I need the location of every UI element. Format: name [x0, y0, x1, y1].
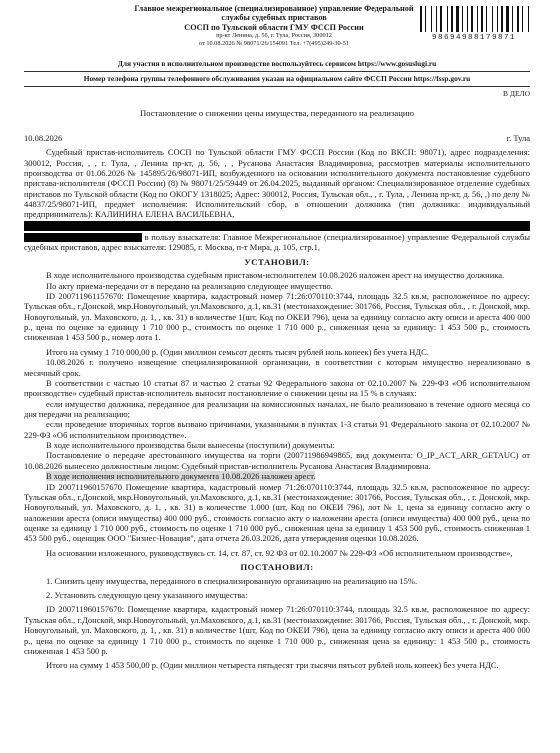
- intro-end-paragraph: в пользу взыскателя: Главное Межрегиональное (специализированное) управление Федеральной службы судебных приставов, адрес взыскателя: 129085, г. Москва, п-т Мира, д. 105, стр.1,: [24, 231, 530, 253]
- barcode-bar: [423, 6, 424, 32]
- barcode-bar: [520, 6, 521, 32]
- barcode-bar: [462, 6, 463, 32]
- barcode-bar: [420, 6, 422, 32]
- barcode-bar: [481, 6, 483, 32]
- vdelo-mark: В ДЕЛО: [503, 89, 530, 99]
- barcode-number: 98694988179871: [431, 34, 516, 42]
- barcode-bar: [425, 6, 426, 32]
- document-header: [24, 4, 530, 58]
- barcode: [420, 6, 530, 32]
- date-line: [24, 133, 530, 143]
- barcode-bar: [454, 6, 455, 32]
- barcode-bar: [528, 6, 529, 32]
- paragraph-property: ID 200711961157670: Помещение квартира, кадастровый номер 71:26:070110:3744, площадь 32.5 кв.м, расположенное по адресу: Тульская обл., г.Донской, мкр.Новоугольный, ул.Маховского, д.1, кв.31 (местонахождение: 301766, Россия, Тульская обл., , г. Донской, мкр. Новоугольный, ул. Маховского, д. 1, , кв. 31) в количестве 1(шт, Код по ОКЕИ 796), цена за единицу согласно акту описи и ареста 400 000 р., цена по оценке за единицу 1 710 000 р., стоимость по оценке 1 710 000 р., сниженная цена за единицу: 1 453 500 р., стоимость сниженная 1 453 500 р., номер лота 1.: [24, 291, 530, 343]
- barcode-bar: [433, 6, 435, 32]
- barcode-bar: [486, 6, 487, 32]
- barcode-bar: [449, 6, 450, 32]
- barcode-bar: [488, 6, 491, 32]
- paragraph-case-1: если имущество должника, переданное для реализации на комиссионных началах, не было реализовано в течение одного месяца со дня передачи на реализацию;: [24, 398, 530, 419]
- org-address: пр-кт Ленина, д. 56, г. Тула, Россия, 300012 от 10.08.2026 № 98071/26/154091 Тел. +7(495)249-30-51: [198, 32, 350, 47]
- resolution-item-1: 1. Снизить цену имущества, переданного в специализированную организацию на реализацию на 15%.: [46, 575, 418, 586]
- barcode-bar: [484, 6, 485, 32]
- barcode-bar: [427, 6, 430, 32]
- gosuslugi-notice: Для участия в исполнительном производстве воспользуйтесь сервисом https://www.gosuslugi.ru: [117, 59, 437, 68]
- paragraph-total: Итого на сумму 1 710 000,00 р. (Один миллион семьсот десять тысяч рублей ноль копеек) без учета НДС.: [46, 346, 429, 357]
- barcode-bar: [456, 6, 459, 32]
- resolution-item-2: 2. Установить следующую цену указанного имущества:: [46, 590, 248, 601]
- paragraph-arrest-applied: В ходе исполнения исполнительного документа 10.08.2026 наложен арест.: [46, 471, 316, 482]
- paragraph-documents: В ходе исполнительного производства были вынесены (поступили) документы:: [46, 440, 335, 451]
- barcode-bar: [460, 6, 461, 32]
- barcode-bar: [467, 6, 468, 32]
- barcode-bar: [440, 6, 442, 32]
- barcode-bar: [506, 6, 509, 32]
- barcode-bar: [479, 6, 480, 32]
- phone-notice: Номер телефона группы телефонного обслуживания указан на официальном сайте ФССП России https://fssp.gov.ru: [83, 74, 471, 84]
- paragraph-law: В соответствии с частью 10 статьи 87 и частью 2 статьи 92 Федерального закона от 02.10.2007 № 229-ФЗ «Об исполнительном производстве» судебный пристав-исполнитель выносит постановление о снижении цены на 15 % в случаях:: [24, 377, 530, 399]
- barcode-bar: [510, 6, 511, 32]
- redaction-bar-inline: [24, 233, 142, 242]
- barcode-bar: [499, 6, 500, 32]
- barcode-bar: [501, 6, 503, 32]
- barcode-bar: [497, 6, 498, 32]
- barcode-bar: [464, 6, 466, 32]
- paragraph-notice: 10.08.2026 г. получено извещение специализированной организации, в соответствии с которым имущество нереализовано в месячный срок.: [24, 357, 530, 378]
- barcode-bar: [438, 6, 439, 32]
- heading-resolved: ПОСТАНОВИЛ:: [240, 562, 314, 573]
- barcode-bar: [514, 6, 516, 32]
- redaction-bar: [24, 221, 530, 231]
- barcode-bar: [512, 6, 513, 32]
- barcode-bar: [471, 6, 474, 32]
- paragraph-arrest: В ходе исполнительного производства судебным приставом-исполнителем 10.08.2026 наложен арест на имущество должника.: [46, 270, 505, 281]
- barcode-bar: [469, 6, 470, 32]
- barcode-bar: [477, 6, 478, 32]
- resolution-total: Итого на сумму 1 453 500,00 р. (Один миллион четыреста пятьдесят три тысячи пятьсот рублей ноль копеек) без учета НДС.: [46, 660, 499, 671]
- document-city: г. Тула: [506, 132, 530, 143]
- barcode-bar: [436, 6, 437, 32]
- barcode-bar: [492, 6, 493, 32]
- paragraph-property-detail: ID 200711960157670 Помещение квартира, кадастровый номер 71:26:070110:3744, площадь 32.5 кв.м, расположенное по адресу: Тульская обл., г.Донской, мкр.Новоугольный, ул.Маховского, д.1, кв.31 (местонахождение: 301766, Россия, Тульская обл., , г. Донской, мкр. Новоугольный, ул. Маховского, д. 1, , кв. 31) в количестве 1.000 (шт, Код по ОКЕИ 796), лот № 1, цена за единицу согласно акту о наложении ареста (описи имущества) 400 000 руб., стоимость согласно акту о наложении ареста (описи имущества) 400 000 руб., цена по оценке за единицу 1 710 000 руб., стоимость по оценке 1 710 000 руб., сниженная цена за единицу 1 453 500 руб., стоимость сниженная 1 453 500 руб., оценщик ООО "Бизнес-Новация", дата отчета 26.03.2026, дата утверждения оценки 10.08.2026.: [24, 481, 530, 544]
- barcode-bar: [474, 6, 476, 32]
- paragraph-resolution-transfer: Постановление о передаче арестованного имущества на торги (200711986949865, вид документа: O_IP_ACT_ARR_GETAUC) от 10.08.2026 вынесено должностным лицом: Судебный пристав-исполнитель Русанова Анастасия Владимировна.: [24, 450, 530, 471]
- barcode-bar: [431, 6, 432, 32]
- header-rule-bottom: [24, 86, 530, 87]
- barcode-bar: [504, 6, 505, 32]
- barcode-bar: [524, 6, 527, 32]
- heading-established: УСТАНОВИЛ:: [244, 256, 310, 267]
- barcode-bar: [443, 6, 446, 32]
- header-rule-top: [24, 71, 530, 72]
- paragraph-basis: На основании изложенного, руководствуясь ст. 14, ст. 87, ст. 92 ФЗ от 02.10.2007 № 229-ФЗ «Об исполнительном производстве»,: [46, 547, 513, 558]
- barcode-bar: [522, 6, 523, 32]
- paragraph-transfer: По акту приема-передачи от в передано на реализацию следующее имущество.: [46, 280, 333, 291]
- paragraph-case-2: если проведение вторичных торгов вызвано причинами, указанными в пунктах 1-3 статьи 91 Федерального закона от 02.10.2007 № 229-ФЗ «Об исполнительном производстве».: [24, 419, 530, 440]
- resolution-property: ID 200711960157670: Помещение квартира, кадастровый номер 71:26:070110:3744, площадь 32.5 кв.м, расположенное по адресу: Тульская обл., г.Донской, мкр.Новоугольный, ул.Маховского, д.1, кв.31 (местонахождение: 301766, Россия, Тульская обл., , г. Донской, мкр. Новоугольный, ул. Маховского, д. 1, , кв. 31) в количестве 1(шт, Код по ОКЕИ 796), цена за единицу согласно акту описи и ареста 400 000 р., цена по оценке за единицу 1 710 000 р., стоимость по оценке 1 710 000 р., сниженная цена за единицу: 1 453 500 р., стоимость сниженная 1 453 500 р.: [24, 604, 530, 656]
- document-date: 10.08.2026: [24, 132, 63, 143]
- barcode-bar: [451, 6, 453, 32]
- barcode-bar: [494, 6, 496, 32]
- document-title: Постановление о снижении цены имущества, переданного на реализацию: [139, 108, 415, 119]
- org-name: Главное межрегиональное (специализированное) управление Федеральной службы судебных приставов СОСП по Тульской области ГМУ ФССП России: [134, 4, 414, 32]
- barcode-bar: [447, 6, 448, 32]
- intro-paragraph: Судебный пристав-исполнитель СОСП по Тульской области ГМУ ФССП России (Код по ВКСП: 98071), адрес подразделения: 300012, Россия, , , г. Тула, , Ленина пр-кт, д. 56, , , Русанова Анастасия Владимировна, рассмотрев материалы исполнительного производства от 01.06.2026 № 145895/26/98071-ИП, возбужденного на основании исполнительного документа постановление судебного пристава-исполнителя (ФССП России) (8) № 98071/25/59449 от 26.04.2025, выданный органом: Специализированное отделение судебных приставов по Тульской области (Код по ОКОГУ 1318025; Адрес: 300012, Россия, Тульская обл., , г. Тула, , Ленина пр-кт, д. 56, ,) по делу № 44837/25/98071-ИП, предмет исполнения: Исполнительский сбор, в отношении должника (тип должника: индивидуальный предприниматель): КАЛИНИНА ЕЛЕНА ВАСИЛЬЕВНА,: [24, 147, 530, 220]
- barcode-bar: [517, 6, 519, 32]
